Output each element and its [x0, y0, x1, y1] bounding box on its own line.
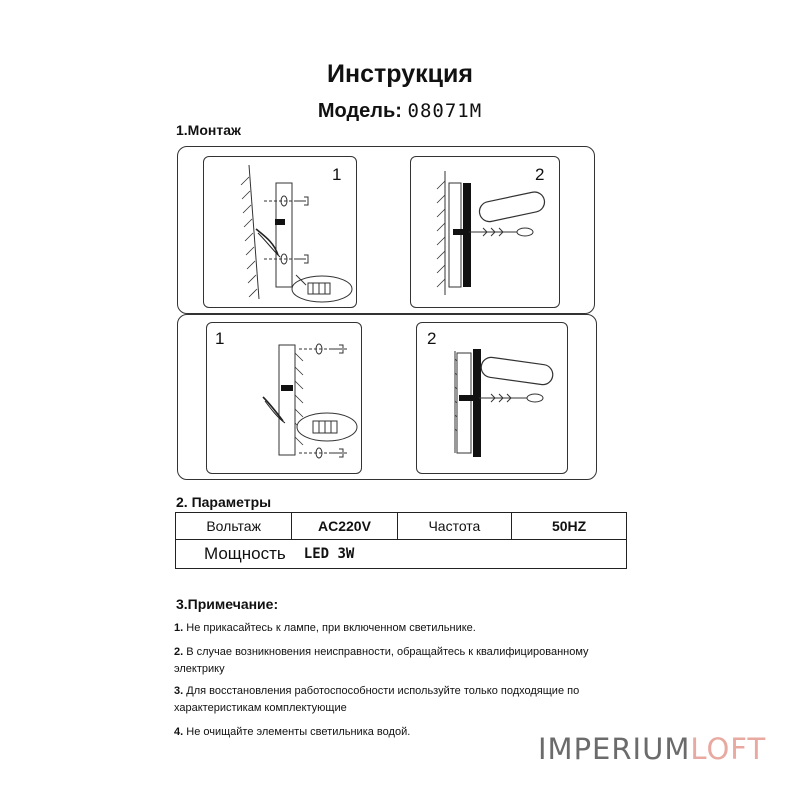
list-item: 2. В случае возникновения неисправности, обращайтесь к квалифицированному электрику	[174, 646, 589, 675]
list-item: 4. Не очищайте элементы светильника водой.	[174, 726, 411, 738]
voltage-value: AC220V	[292, 513, 397, 540]
brand-logo	[538, 732, 766, 766]
section-heading-notes: 3.Примечание:	[176, 596, 279, 612]
model-row	[0, 100, 800, 123]
list-item: 1. Не прикасайтесь к лампе, при включенном светильнике.	[174, 622, 476, 634]
section-heading-params: 2. Параметры	[176, 494, 272, 510]
brand-part-main: IMPERIUM	[538, 732, 691, 766]
diagram-step-1a	[203, 156, 357, 308]
lamp-installed-illustration	[417, 323, 567, 473]
notes-list	[174, 620, 634, 746]
step-number: 2	[535, 165, 545, 184]
params-table	[175, 512, 627, 569]
page-title: Инструкция	[327, 60, 473, 88]
step-number: 1	[332, 165, 342, 184]
step-number: 2	[427, 329, 437, 348]
wall-plate-wiring-illustration	[207, 323, 361, 473]
model-label: Модель:	[317, 100, 402, 122]
frequency-label: Частота	[397, 513, 511, 540]
diagram-step-2a	[410, 156, 560, 308]
list-item: 3. Для восстановления работоспособности используйте только подходящие по характеристикам комплектующие	[174, 685, 580, 714]
frequency-value: 50HZ	[512, 513, 627, 540]
step-number: 1	[215, 329, 225, 348]
voltage-label: Вольтаж	[176, 513, 292, 540]
model-value: 08071M	[407, 100, 483, 122]
power-value: LED 3W	[292, 540, 627, 569]
power-label: Мощность	[176, 540, 292, 569]
table-row	[176, 540, 627, 569]
diagram-step-1b	[206, 322, 362, 474]
diagram-step-2b	[416, 322, 568, 474]
table-row	[176, 513, 627, 540]
brand-part-accent: LOFT	[690, 732, 767, 766]
section-heading-mounting: 1.Монтаж	[176, 122, 241, 138]
